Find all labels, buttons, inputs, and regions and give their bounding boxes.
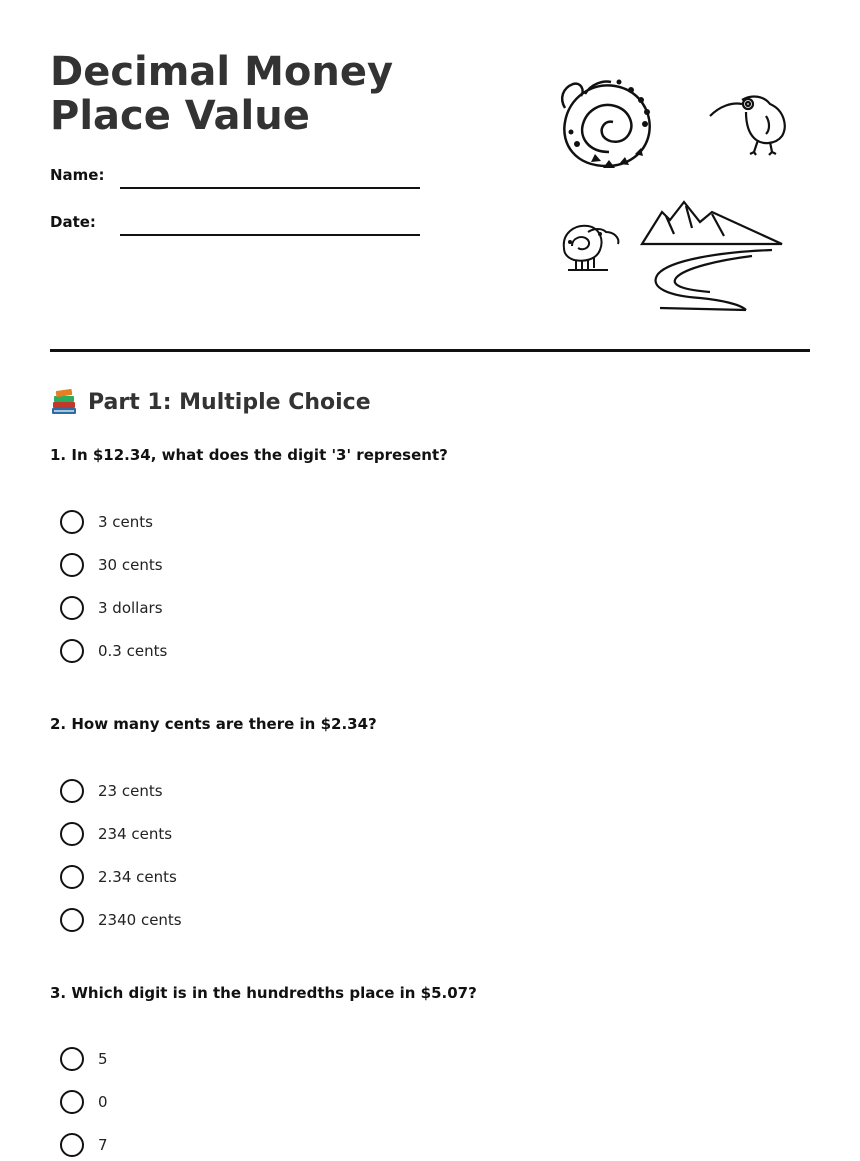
page-title: Decimal Money Place Value (50, 49, 394, 139)
radio-button[interactable] (60, 822, 84, 846)
date-line[interactable] (120, 234, 420, 236)
q3-option-2[interactable] (60, 1090, 108, 1114)
q2-option-3[interactable] (60, 865, 177, 889)
radio-button[interactable] (60, 596, 84, 620)
koru-swirl-icon (555, 74, 659, 172)
radio-button[interactable] (60, 908, 84, 932)
radio-button[interactable] (60, 779, 84, 803)
question-3: 3. Which digit is in the hundredths place in $5.07? (50, 984, 477, 1002)
name-label: Name: (50, 166, 105, 184)
books-icon (50, 388, 78, 416)
q3-option-3[interactable] (60, 1133, 108, 1157)
name-line[interactable] (120, 187, 420, 189)
mountain-river-icon (640, 198, 786, 316)
option-label: 5 (98, 1050, 108, 1068)
q3-option-1[interactable] (60, 1047, 108, 1071)
q1-option-1[interactable] (60, 510, 153, 534)
patterned-kiwi-icon (558, 218, 622, 274)
radio-button[interactable] (60, 1047, 84, 1071)
radio-button[interactable] (60, 1133, 84, 1157)
option-label: 0 (98, 1093, 108, 1111)
radio-button[interactable] (60, 865, 84, 889)
option-label: 0.3 cents (98, 642, 168, 660)
date-label: Date: (50, 213, 96, 231)
q1-option-4[interactable] (60, 639, 167, 663)
q1-option-3[interactable] (60, 596, 163, 620)
q2-option-1[interactable] (60, 779, 163, 803)
option-label: 23 cents (98, 782, 163, 800)
option-label: 3 cents (98, 513, 153, 531)
radio-button[interactable] (60, 553, 84, 577)
q2-option-4[interactable] (60, 908, 182, 932)
option-label: 2.34 cents (98, 868, 177, 886)
option-label: 30 cents (98, 556, 163, 574)
radio-button[interactable] (60, 1090, 84, 1114)
option-label: 234 cents (98, 825, 173, 843)
question-1: 1. In $12.34, what does the digit '3' represent? (50, 446, 448, 464)
radio-button[interactable] (60, 639, 84, 663)
section-heading (50, 388, 371, 416)
option-label: 2340 cents (98, 911, 182, 929)
section-title: Part 1: Multiple Choice (88, 389, 371, 415)
kiwi-bird-icon (708, 92, 788, 156)
radio-button[interactable] (60, 510, 84, 534)
option-label: 7 (98, 1136, 108, 1154)
q1-option-2[interactable] (60, 553, 163, 577)
question-2: 2. How many cents are there in $2.34? (50, 715, 377, 733)
q2-option-2[interactable] (60, 822, 172, 846)
header-divider (50, 349, 810, 352)
option-label: 3 dollars (98, 599, 163, 617)
